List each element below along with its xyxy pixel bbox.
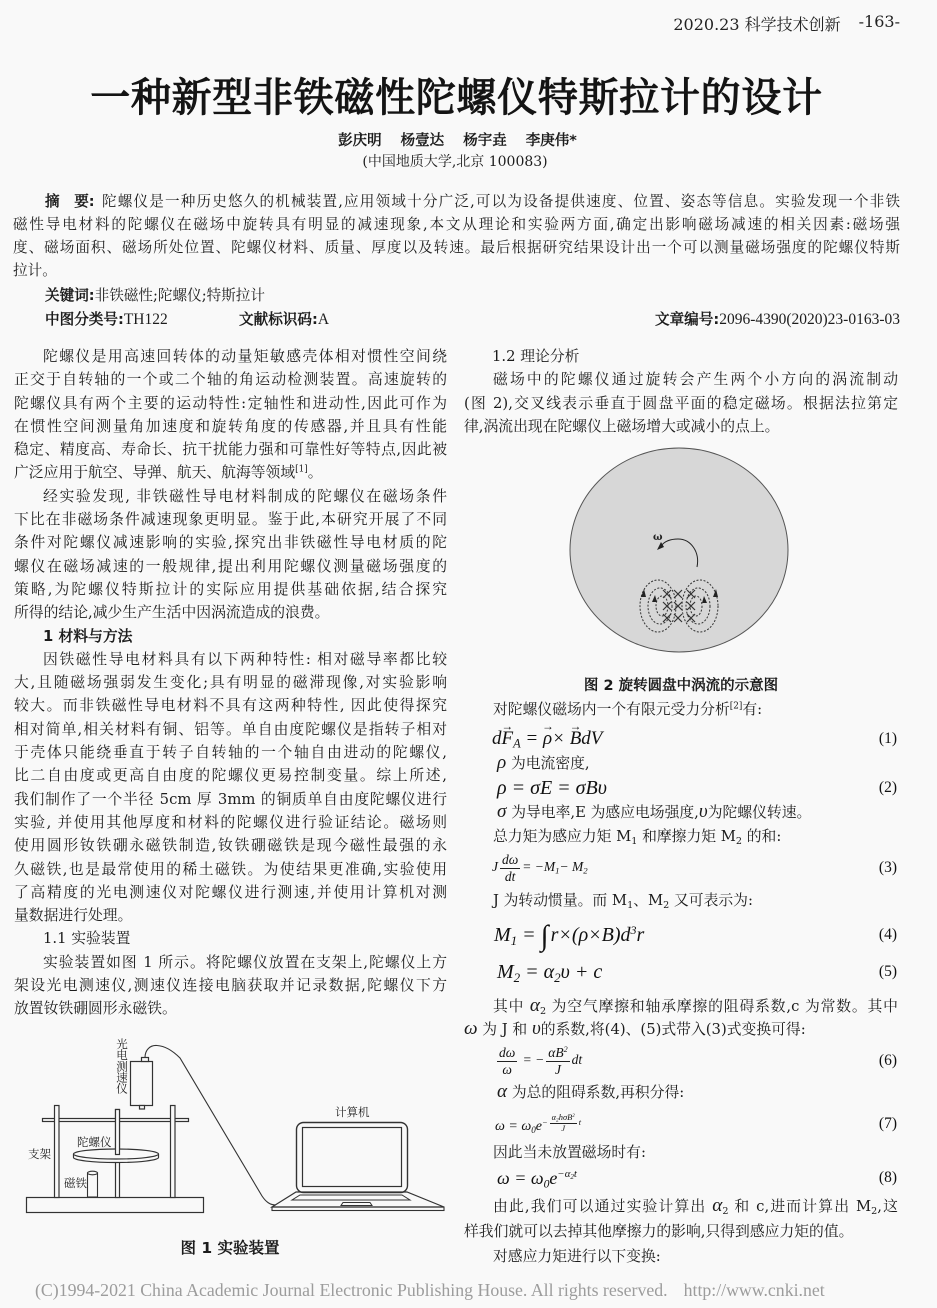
superscript: 3 [630, 922, 637, 937]
intro-paragraph-2 [14, 485, 447, 625]
text-run: 相对简单,相关材料有铜、铝等。单自由度陀螺仪是指转子相对 [14, 720, 447, 738]
gyroscope-axle-top [116, 1110, 120, 1155]
superscript [557, 1168, 576, 1180]
text-run: 又可表示为: [669, 892, 753, 909]
keywords [45, 284, 265, 307]
text-run: d [492, 728, 502, 749]
text-line [14, 648, 447, 671]
text-run: hσB [558, 1112, 573, 1122]
left-column [14, 345, 447, 1021]
author: 杨宇垚 [463, 133, 507, 149]
text-run: ω = ω [495, 1119, 532, 1135]
materials-paragraph [14, 648, 447, 928]
text-line [14, 415, 447, 438]
vector-symbol: F → [502, 728, 514, 750]
equation-number: (2) [878, 779, 897, 796]
article-number-label: 文章编号: [654, 311, 720, 328]
text-run: − [541, 1118, 548, 1128]
text-run: 律,涡流出现在陀螺仪上磁场增大或减小的点上。 [464, 417, 780, 435]
text-line [464, 801, 898, 824]
text-line [14, 671, 447, 694]
force-analysis-text [464, 698, 898, 721]
text-line [14, 531, 447, 554]
text-line [14, 485, 447, 508]
text-run: 为陀螺仪转速。 [707, 804, 812, 821]
stand-post-right [171, 1106, 176, 1198]
text-line [14, 741, 447, 764]
subscript: 2 [722, 1205, 729, 1217]
text-line [13, 259, 900, 282]
text-line [464, 1081, 898, 1104]
magnet-body [88, 1173, 98, 1197]
equation-expression [497, 777, 607, 800]
figure-1-apparatus-diagram [0, 1030, 470, 1230]
cnki-url: http://www.cnki.net [683, 1280, 825, 1300]
journal-issue: 2020.23 科学技术创新 [673, 15, 841, 34]
author: 李庚伟* [525, 133, 577, 149]
text-line [14, 974, 447, 997]
text-run: 由此,我们可以通过实验计算出 [493, 1198, 713, 1215]
clc-value: TH122 [123, 311, 168, 328]
text-run: = −M [522, 859, 556, 875]
text-run: 条件对陀螺仪减速影响的实验,探究出非铁磁性导电材质的陀 [14, 534, 447, 552]
text-run: 。 [307, 464, 323, 482]
text-run: J [554, 1061, 561, 1077]
current-density-definition [464, 752, 898, 775]
text-line [464, 392, 898, 415]
stand-base [27, 1198, 204, 1213]
text-run: r×(ρ×B)d [550, 923, 631, 946]
text-run: 为空气摩擦和轴承摩擦的阻碍系数,c 为常数。其中 [546, 998, 898, 1015]
total-resistance-definition [464, 1081, 898, 1104]
author: 彭庆明 [338, 133, 382, 149]
conclusion-paragraph [464, 1195, 898, 1245]
subscript: 2 [871, 1205, 878, 1217]
subscript: 1 [627, 899, 634, 911]
text-line [14, 508, 447, 531]
author: 杨壹达 [400, 133, 445, 149]
affiliation: (中国地质大学,北京 100083) [362, 154, 548, 170]
fraction [500, 852, 520, 884]
text-run: 放置钕铁硼圆形永磁铁。 [14, 1000, 177, 1018]
text-line [464, 752, 898, 775]
classification-line [45, 308, 900, 331]
superscript: [2] [729, 701, 743, 712]
text-run: 比二自由度或更高自由度的陀螺仪更易控制变量。综上所述, [14, 767, 447, 785]
text-line [464, 1220, 898, 1245]
text-line [14, 904, 447, 927]
text-line [464, 698, 898, 721]
text-line [14, 368, 447, 391]
subsection-heading-apparatus: 1.1 实验装置 [43, 930, 131, 948]
fraction-numerator [546, 1045, 569, 1062]
section-1-2 [464, 345, 898, 438]
text-run: = [517, 923, 541, 946]
inertia-definition [464, 889, 898, 912]
text-run: 为 J 和 [477, 1021, 532, 1039]
text-line [14, 345, 447, 368]
text-run: 螺仪在磁场减速的一般规律,提出利用陀螺仪测量磁场强度的 [14, 557, 447, 575]
text-run: 其中 [493, 998, 530, 1015]
text-run: 度、磁场面积、磁场所处位置、陀螺仪材料、质量、厚度以及转速。最后根据研究结果设计出一个可以测量磁场强度的陀螺仪特斯 [13, 239, 900, 256]
equation-number: (5) [878, 963, 897, 980]
text-line [14, 997, 447, 1020]
laptop-touchpad [341, 1203, 372, 1206]
superscript: 2 [572, 1113, 575, 1119]
text-run: 和摩擦力矩 M [637, 828, 736, 845]
tachometer-sensor [140, 1106, 145, 1110]
equation-number: (4) [878, 926, 897, 943]
subscript: 0 [543, 1177, 550, 1190]
abstract [13, 190, 900, 282]
apparatus-paragraph [14, 951, 447, 1021]
text-run: 陀螺仪是用高速回转体的动量矩敏感壳体相对惯性空间绕 [43, 348, 447, 365]
equation-number: (8) [878, 1169, 897, 1186]
text-line [14, 601, 447, 624]
text-run: 为电流密度, [506, 755, 590, 772]
text-run: 为导电率,E 为感应电场强度, [506, 804, 699, 821]
text-line [13, 190, 900, 213]
text-run: (图 2),交叉线表示垂直于圆盘平面的稳定磁场。根据法拉第定 [464, 394, 898, 412]
fraction-numerator [500, 852, 520, 869]
eddy-current-drawing [560, 440, 820, 670]
laptop-screen [303, 1128, 402, 1187]
text-run: 有: [742, 701, 763, 718]
abstract-text [13, 190, 900, 282]
equation-3 [492, 849, 898, 887]
text-run: 于壳体只能绕垂直于转子自转轴的一个轴自由进动的陀螺仪, [14, 744, 447, 762]
text-run: e [535, 1119, 542, 1135]
text-run: ρ = σE = σBυ [497, 776, 607, 799]
copyright-watermark: (C)1994-2021 China Academic Journal Electronic Publishing House. All rights reserved. [35, 1280, 668, 1300]
text-run: dω [499, 1044, 516, 1060]
text-run: × [552, 728, 570, 749]
text-run: 陀螺仪是一种历史悠久的机械装置,应用领域十分广泛,可以为设备提供速度、位置、姿态等信息。实验发现一个非铁 [102, 193, 900, 210]
subscript: 2 [539, 1005, 547, 1017]
text-line [14, 764, 447, 787]
equation-4 [494, 919, 898, 951]
section-heading-materials-methods: 1 材料与方法 [43, 627, 133, 645]
text-run: 样我们就可以去掉其他摩擦力的影响,只得到感应力矩的值。 [464, 1222, 854, 1240]
text-run: 久磁铁,也是最常使用的稀土磁铁。为使结果更准确,实验使用 [14, 860, 447, 878]
no-field-text [464, 1141, 898, 1164]
magnet-top [88, 1171, 98, 1175]
article-number [655, 308, 900, 331]
resistance-coefficient-paragraph [464, 995, 898, 1042]
tachometer-connector [142, 1058, 149, 1062]
text-run: dV [581, 728, 603, 749]
fraction [546, 1045, 569, 1077]
text-run: 架设光电测速仪,测速仪连接电脑获取并记录数据,陀螺仪下方 [14, 977, 447, 995]
text-run: t [573, 1168, 577, 1181]
document-code-value: A [317, 311, 330, 328]
text-run: ω = ω [497, 1167, 544, 1188]
text-run: 拉计。 [13, 262, 57, 279]
keywords-label: 关键词: [45, 287, 95, 304]
text-run: α [551, 1112, 557, 1122]
text-run: 的和: [742, 828, 782, 845]
page-number: -163- [858, 12, 900, 31]
rotating-disk [570, 448, 788, 652]
text-run: M [494, 923, 511, 946]
magnet [88, 1171, 98, 1197]
text-run: dt [571, 1052, 583, 1068]
equation-expression [494, 919, 645, 952]
text-run: 磁性导电材料的陀螺仪在磁场中旋转具有明显的减速现象,本文从理论和实验两方面,确定出影响磁场减速的相关因素:磁场强 [13, 216, 900, 233]
math-symbol: υ [698, 801, 708, 822]
text-line [14, 951, 447, 974]
fraction-denominator [500, 869, 520, 885]
text-line [464, 1195, 898, 1220]
label-computer: 计算机 [335, 1105, 370, 1119]
label-gyroscope: 陀螺仪 [77, 1135, 112, 1149]
text-run: 总力矩为感应力矩 M [493, 828, 632, 845]
apparatus-drawing [0, 1030, 470, 1230]
equation-8 [497, 1165, 898, 1191]
text-run: = α [520, 960, 555, 983]
text-run: = [520, 728, 543, 749]
text-line [464, 1141, 898, 1164]
math-symbol: ρ [497, 752, 507, 773]
text-run: 和 c,进而计算出 M [728, 1198, 872, 1215]
vector-symbol: ρ → [543, 728, 552, 750]
label-stand: 支架 [28, 1147, 51, 1161]
text-run: 对陀螺仪磁场内一个有限元受力分析 [493, 701, 730, 718]
subsection-heading-theory: 1.2 理论分析 [492, 348, 580, 365]
equation-expression [497, 1168, 577, 1189]
equation-number: (1) [878, 730, 897, 747]
superscript [541, 1112, 582, 1133]
text-line [464, 889, 898, 912]
text-run: 的系数,将(4)、(5)式带入(3)式变换可得: [540, 1021, 806, 1039]
text-run: ω [502, 1061, 512, 1077]
intro-paragraph-1 [14, 345, 447, 485]
keywords-value: 非铁磁性;陀螺仪;特斯拉计 [94, 287, 265, 304]
text-run: 策略,为陀螺仪特斯拉计的实际应用提供基础依据,结合探究 [14, 580, 447, 598]
text-run: 了高精度的光电测速仪对陀螺仪进行测速,并使用计算机对测 [14, 883, 447, 901]
text-line [464, 995, 898, 1018]
document-code [239, 308, 329, 331]
figure-2-caption: 图 2 旋转圆盘中涡流的示意图 [583, 678, 779, 694]
laptop [272, 1123, 444, 1211]
subscript: 2 [735, 835, 743, 847]
equation-number: (3) [878, 859, 897, 876]
text-run: 经实验发现, 非铁磁性导电材料制成的陀螺仪在磁场条件 [43, 487, 447, 505]
conductivity-definition [464, 801, 898, 824]
text-run: e [549, 1167, 558, 1188]
math-symbol: υ [531, 1018, 541, 1040]
text-run: 磁场中的陀螺仪通过旋转会产生两个小方向的涡流制动 [493, 371, 898, 389]
article-number-value: 2096-4390(2020)23-0163-03 [719, 311, 900, 328]
stand-post-left [55, 1106, 60, 1198]
data-cable [145, 1045, 276, 1205]
fraction-denominator [550, 1124, 577, 1134]
fraction [497, 1045, 517, 1077]
text-run: J 为转动惯量。而 M [493, 892, 628, 909]
photoelectric-tachometer [131, 1058, 153, 1110]
text-run: t [578, 1118, 582, 1128]
equation-expression [492, 852, 588, 884]
text-run: 大,且随磁场强弱发生变化;具有明显的磁滞现像,对实验影响 [14, 674, 447, 692]
text-run: r [636, 923, 645, 946]
text-line [14, 392, 447, 415]
subscript: 2 [570, 1173, 574, 1182]
omega-label: ω [653, 532, 663, 543]
subscript: 1 [555, 865, 560, 876]
text-line [14, 578, 447, 601]
text-line [464, 368, 898, 391]
equation-6 [495, 1043, 898, 1079]
clc-label: 中图分类号: [45, 311, 124, 328]
equation-expression [495, 1113, 581, 1135]
subscript: A [513, 736, 521, 751]
text-run: 较大。而非铁磁性导电材料不具有这两种特性, 因此使得探究 [14, 697, 447, 715]
text-run: 对感应力矩进行以下变换: [493, 1248, 661, 1265]
equation-7 [495, 1108, 898, 1140]
fraction-numerator [550, 1113, 577, 1124]
math-symbol: α [712, 1195, 723, 1216]
text-run: 我们制作了一个半径 5cm 厚 3mm 的铜质单自由度陀螺仪进行 [14, 790, 447, 808]
text-run: 所得的结论,减少生产生活中因涡流造成的浪费。 [14, 604, 330, 622]
torque-sum-text [464, 825, 898, 848]
text-run: 正交于自转轴的一个或二个轴的角运动检测装置。高速旋转的 [14, 371, 447, 389]
subscript: 2 [513, 969, 521, 985]
fraction-denominator [546, 1062, 569, 1078]
equation-5 [497, 958, 898, 986]
equation-expression [497, 961, 602, 984]
superscript: 2 [563, 1045, 568, 1055]
text-run: J [561, 1123, 566, 1133]
label-tachometer: 光电测速仪 [115, 1038, 129, 1094]
text-line [14, 718, 447, 741]
subscript: 2 [583, 865, 588, 876]
watermark-footer [35, 1280, 825, 1301]
math-symbol: ω [464, 1018, 478, 1040]
text-run: αB [548, 1044, 564, 1060]
text-line [14, 788, 447, 811]
text-run: −α [557, 1168, 571, 1181]
text-run: 下比在非磁场条件减速现象更明显。鉴于此,本研究开展了不同 [14, 511, 447, 529]
text-line [14, 461, 447, 484]
text-run: dω [502, 851, 519, 867]
text-line [14, 811, 447, 834]
text-run: = − [519, 1052, 545, 1068]
text-line [14, 694, 447, 717]
text-run: − M [559, 859, 584, 875]
text-run: 实验, 并使用其他厚度和材料的陀螺仪进行验证结论。磁场则 [14, 813, 447, 831]
vector-symbol: B → [570, 728, 582, 750]
subscript: 2 [554, 969, 561, 985]
text-run: υ + c [560, 960, 603, 983]
subscript: 2 [663, 899, 670, 911]
text-run: 量数据进行处理。 [14, 907, 133, 925]
math-symbol: α [497, 1081, 508, 1102]
equation-expression [492, 728, 602, 750]
fraction-numerator [497, 1045, 517, 1062]
document-code-label: 文献标识码: [239, 311, 318, 328]
transform-text [464, 1245, 898, 1268]
clc-number [45, 311, 168, 328]
laptop-screen-frame [297, 1123, 408, 1193]
text-run: 因此当未放置磁场时有: [493, 1144, 646, 1161]
text-run: 为总的阻碍系数,再积分得: [507, 1084, 685, 1101]
figure-2-eddy-current-diagram [560, 440, 820, 670]
subscript: 1 [510, 932, 518, 948]
equation-2 [497, 776, 898, 800]
text-line [464, 415, 898, 438]
text-run: 广泛应用于航空、导弹、航天、航海等领域 [14, 464, 296, 482]
text-run: ,这 [877, 1198, 898, 1215]
equation-number: (6) [878, 1052, 897, 1069]
equation-1 [492, 727, 898, 751]
text-run: 在惯性空间测量角加速度和旋转角度的传感器,并且具有性能 [14, 417, 447, 435]
subscript: 0 [531, 1124, 536, 1135]
equation-number: (7) [878, 1115, 897, 1132]
article-title: 一种新型非铁磁性陀螺仪特斯拉计的设计 [90, 74, 823, 121]
text-line [13, 213, 900, 236]
tachometer-body [131, 1062, 153, 1106]
laptop-keyboard [292, 1195, 410, 1200]
fraction-denominator [497, 1062, 517, 1078]
subscript: 1 [631, 835, 638, 847]
text-run: M [497, 960, 514, 983]
text-line [13, 236, 900, 259]
figure-1-caption: 图 1 实验装置 [180, 1239, 280, 1257]
running-header [673, 12, 900, 35]
text-run: J [492, 859, 498, 875]
text-run: 稳定、精度高、寿命长、抗干扰能力强和可靠性好等特点,因此被 [14, 441, 447, 459]
equation-expression [495, 1045, 582, 1077]
superscript: [1] [295, 465, 308, 476]
text-line [464, 825, 898, 848]
math-symbol: α [529, 995, 540, 1016]
text-line [464, 1245, 898, 1268]
text-run: 、M [633, 892, 664, 909]
label-magnet: 磁铁 [64, 1176, 87, 1190]
author-list [0, 129, 915, 150]
integral-sign: ∫ [540, 919, 549, 952]
laptop-base-edge [272, 1207, 444, 1211]
text-line [14, 555, 447, 578]
text-line [14, 834, 447, 857]
abstract-label: 摘 要: [45, 193, 95, 210]
text-line [14, 438, 447, 461]
math-symbol: σ [497, 801, 507, 822]
text-line [14, 858, 447, 881]
text-line [464, 1018, 898, 1041]
subscript: 2 [556, 1117, 559, 1124]
theory-paragraph [464, 368, 898, 438]
text-run: 实验装置如图 1 所示。将陀螺仪放置在支架上,陀螺仪上方 [43, 953, 447, 971]
text-run: 陀螺仪具有两个主要的运动特性:定轴性和进动性,因此可作为 [14, 394, 447, 412]
text-line [14, 881, 447, 904]
text-run: 使用圆形钕铁硼永磁铁制造,钕铁硼磁铁是现今磁性最强的永 [14, 837, 447, 855]
text-run: 因铁磁性导电材料具有以下两种特性: 相对磁导率都比较 [43, 650, 447, 668]
text-run: dt [504, 868, 516, 884]
fraction [550, 1113, 577, 1133]
